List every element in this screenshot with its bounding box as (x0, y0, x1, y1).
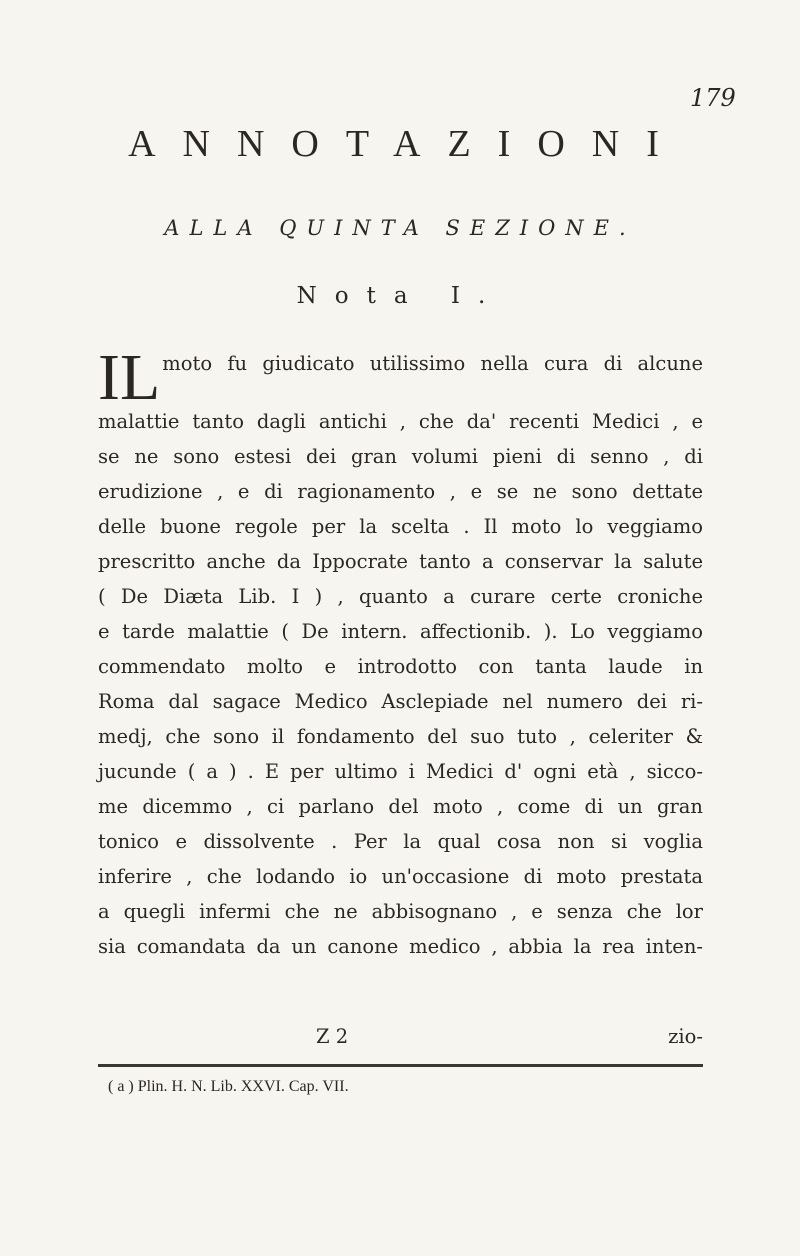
catchword: zio- (668, 1025, 703, 1048)
section-heading: Nota I. (296, 283, 504, 309)
signature-mark: Z 2 (316, 1025, 349, 1048)
body-line: Roma dal sagace Medico Asclepiade nel numero dei ri- (98, 690, 703, 713)
body-line: jucunde ( a ) . E per ultimo i Medici d' ogni età , sicco- (98, 760, 703, 783)
body-line: ( De Diæta Lib. I ) , quanto a curare certe croniche (98, 585, 703, 608)
footnote-divider (98, 1064, 703, 1067)
page-number-text: 179 (690, 84, 736, 112)
body-line: medj, che sono il fondamento del suo tuto , celeriter & (98, 725, 703, 748)
body-line: malattie tanto dagli antichi , che da' recenti Medici , e (98, 410, 703, 433)
drop-cap: IL (98, 341, 161, 414)
body-line: prescritto anche da Ippocrate tanto a conservar la salute (98, 550, 703, 573)
body-line: inferire , che lodando io un'occasione di moto prestata (98, 865, 703, 888)
body-line: moto fu giudicato utilissimo nella cura di alcune (162, 352, 703, 375)
body-line: tonico e dissolvente . Per la qual cosa non si voglia (98, 830, 703, 853)
subtitle: ALLA QUINTA SEZIONE. (164, 216, 636, 240)
body-line: se ne sono estesi dei gran volumi pieni di senno , di (98, 445, 703, 468)
body-line: erudizione , e di ragionamento , e se ne sono dettate (98, 480, 703, 503)
body-line: a quegli infermi che ne abbisognano , e senza che lor (98, 900, 703, 923)
body-line: sia comandata da un canone medico , abbia la rea inten- (98, 935, 703, 958)
page-title: ANNOTAZIONI (128, 123, 686, 165)
body-line: me dicemmo , ci parlano del moto , come di un gran (98, 795, 703, 818)
body-paragraph (98, 341, 703, 964)
body-line: delle buone regole per la scelta . Il moto lo veggiamo (98, 515, 703, 538)
body-line: e tarde malattie ( De intern. affectionib. ). Lo veggiamo (98, 620, 703, 643)
footnote: ( a ) Plin. H. N. Lib. XXVI. Cap. VII. (108, 1078, 349, 1095)
body-line: commendato molto e introdotto con tanta laude in (98, 655, 703, 678)
